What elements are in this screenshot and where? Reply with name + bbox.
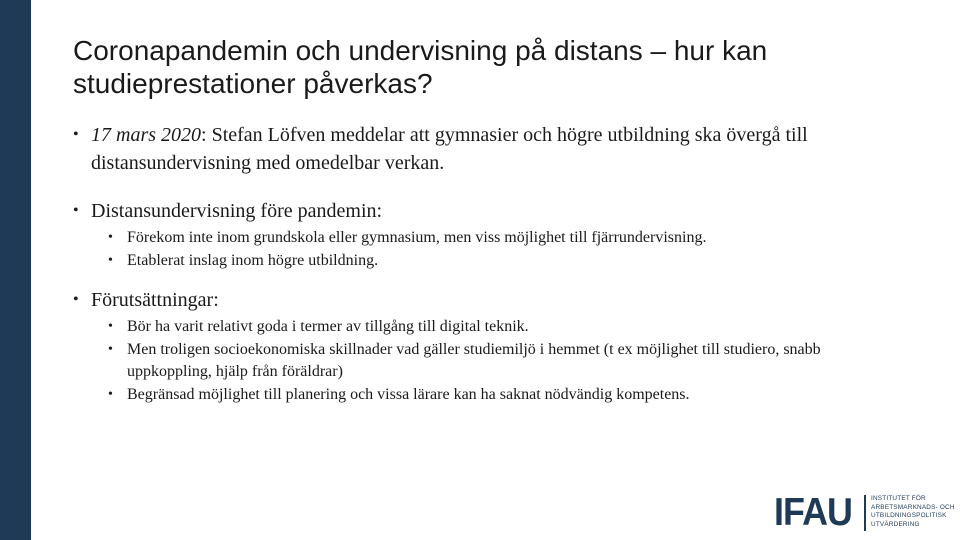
sub-bullet-text: Bör ha varit relativt goda i termer av tillgång till digital teknik. — [127, 318, 529, 335]
sub-bullet — [73, 227, 873, 249]
bullet-distance-before — [73, 197, 873, 225]
bullet-dot-icon: • — [73, 291, 79, 308]
sub-bullet-text: Men troligen socioekonomiska skillnader vad gäller studiemiljö i hemmet (t ex möjlighet till studiero, snabb uppkoppling, hjälp från föräldrar) — [127, 341, 821, 380]
bullet-text: Förutsättningar: — [91, 289, 219, 311]
logo-subtitle-line: UTVÄRDERING — [871, 520, 920, 528]
logo-subtitle — [871, 495, 959, 529]
bullet-dot-icon: • — [108, 230, 113, 245]
bullet-prerequisites — [73, 286, 873, 314]
sub-bullet — [73, 339, 873, 383]
logo-subtitle-line: UTBILDNINGSPOLITISK — [871, 512, 947, 520]
logo-subtitle-line: ARBETSMARKNADS- OCH — [871, 503, 955, 511]
sub-bullet — [73, 384, 873, 406]
slide-body — [73, 121, 873, 406]
bullet-dot-icon: • — [108, 319, 113, 334]
slide-title: Coronapandemin och undervisning på distans – hur kan studieprestationer påverkas? — [73, 35, 768, 99]
logo-subtitle-line: INSTITUTET FÖR — [871, 495, 926, 502]
bullet-dot-icon: • — [108, 342, 113, 357]
sub-bullet-text: Etablerat inslag inom högre utbildning. — [127, 252, 379, 269]
logo-divider — [864, 495, 866, 531]
bullet-dot-icon: • — [108, 387, 113, 402]
sub-bullet-text: Begränsad möjlighet till planering och vissa lärare kan ha saknat nödvändig kompetens. — [127, 386, 690, 403]
side-accent-bar — [0, 0, 31, 540]
bullet-text: : Stefan Löfven meddelar att gymnasier och högre utbildning ska övergå till distansundervisning med omedelbar verkan. — [91, 124, 808, 174]
sub-bullet — [73, 316, 873, 338]
bullet-dot-icon: • — [73, 202, 79, 219]
sub-bullet-text: Förekom inte inom grundskola eller gymnasium, men viss möjlighet till fjärrundervisning. — [127, 229, 707, 246]
bullet-text: Distansundervisning före pandemin: — [91, 200, 383, 222]
logo-wordmark: IFAU — [774, 491, 853, 534]
bullet-dot-icon: • — [108, 253, 113, 268]
bullet-announcement — [73, 121, 873, 177]
bullet-date: 17 mars 2020 — [91, 124, 202, 146]
sub-bullet — [73, 250, 873, 272]
bullet-dot-icon: • — [73, 126, 79, 143]
